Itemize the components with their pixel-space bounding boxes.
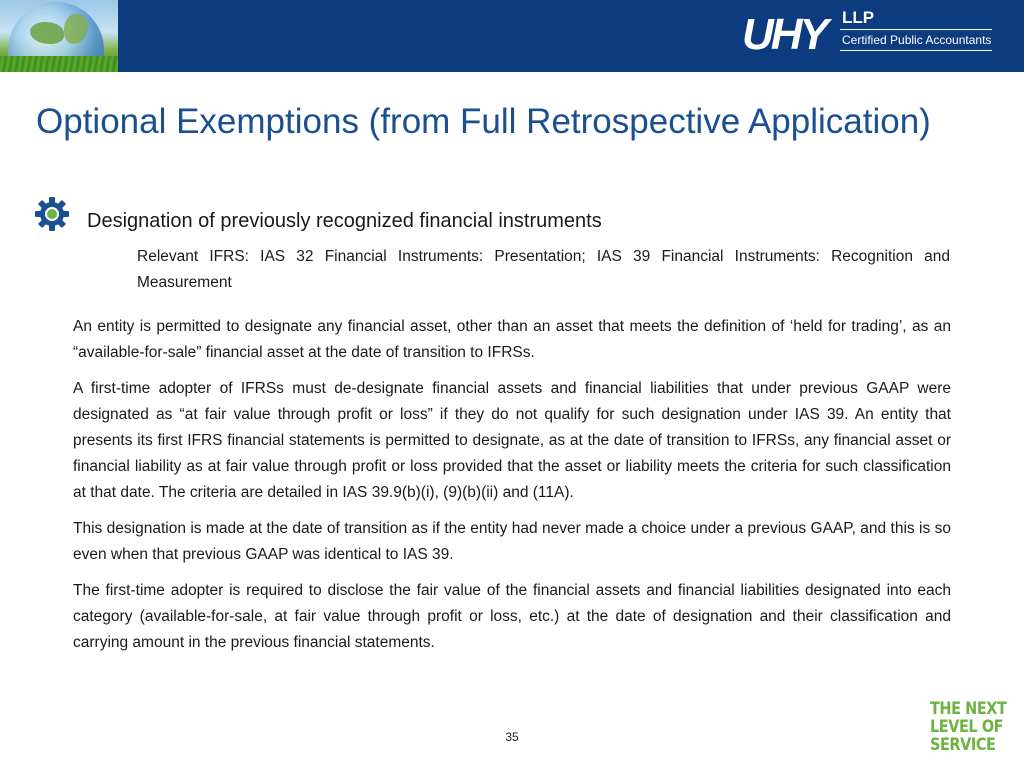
relevant-ifrs: Relevant IFRS: IAS 32 Financial Instruments: Presentation; IAS 39 Financial Instruments: Recognition and Measurement <box>137 248 950 291</box>
paragraph: This designation is made at the date of transition as if the entity had never made a choice under a previous GAAP, and this is so even when that previous GAAP was identical to IAS 39. <box>73 520 951 563</box>
logo-rule-bottom <box>840 50 992 51</box>
logo-rule <box>840 29 992 30</box>
next-level-tagline <box>930 699 1007 755</box>
header-band <box>0 0 1024 72</box>
body-text <box>73 314 951 666</box>
sub-heading: Designation of previously recognized financial instruments <box>87 210 602 232</box>
logo-tagline: Certified Public Accountants <box>842 33 992 47</box>
tagline-line: LEVEL OF <box>930 717 1004 737</box>
tagline-line: SERVICE <box>930 735 996 755</box>
paragraph: A first-time adopter of IFRSs must de-designate financial assets and financial liabilities that under previous GAAP were designated as “at fair value through profit or loss” if they do not qualify for such designation under IAS 39. An entity that presents its first IFRS financial statements is permitted to designate, as at the date of transition to IFRSs, any financial asset or financial liability as at fair value through profit or loss provided that the asset or liability meets the criteria for such classification at that date. The criteria are detailed in IAS 39.9(b)(i), (9)(b)(ii) and (11A). <box>73 380 951 501</box>
paragraph: An entity is permitted to designate any financial asset, other than an asset that meets the definition of ‘held for trading’, as an “available-for-sale” financial asset at the date of transition to IFRSs. <box>73 318 951 361</box>
globe-image <box>0 0 118 72</box>
tagline-line: THE NEXT <box>930 699 1007 719</box>
slide-title: Optional Exemptions (from Full Retrospective Application) <box>36 102 931 141</box>
logo-suffix: LLP <box>842 8 875 27</box>
uhy-logo <box>742 5 1002 65</box>
page-number: 35 <box>505 730 519 744</box>
gear-icon <box>32 194 72 234</box>
logo-mark: UHY <box>742 10 826 59</box>
paragraph: The first-time adopter is required to disclose the fair value of the financial assets and financial liabilities designated into each category (available-for-sale, at fair value through profit or loss, etc.) at the date of designation and their classification and carrying amount in the previous financial statements. <box>73 582 951 651</box>
